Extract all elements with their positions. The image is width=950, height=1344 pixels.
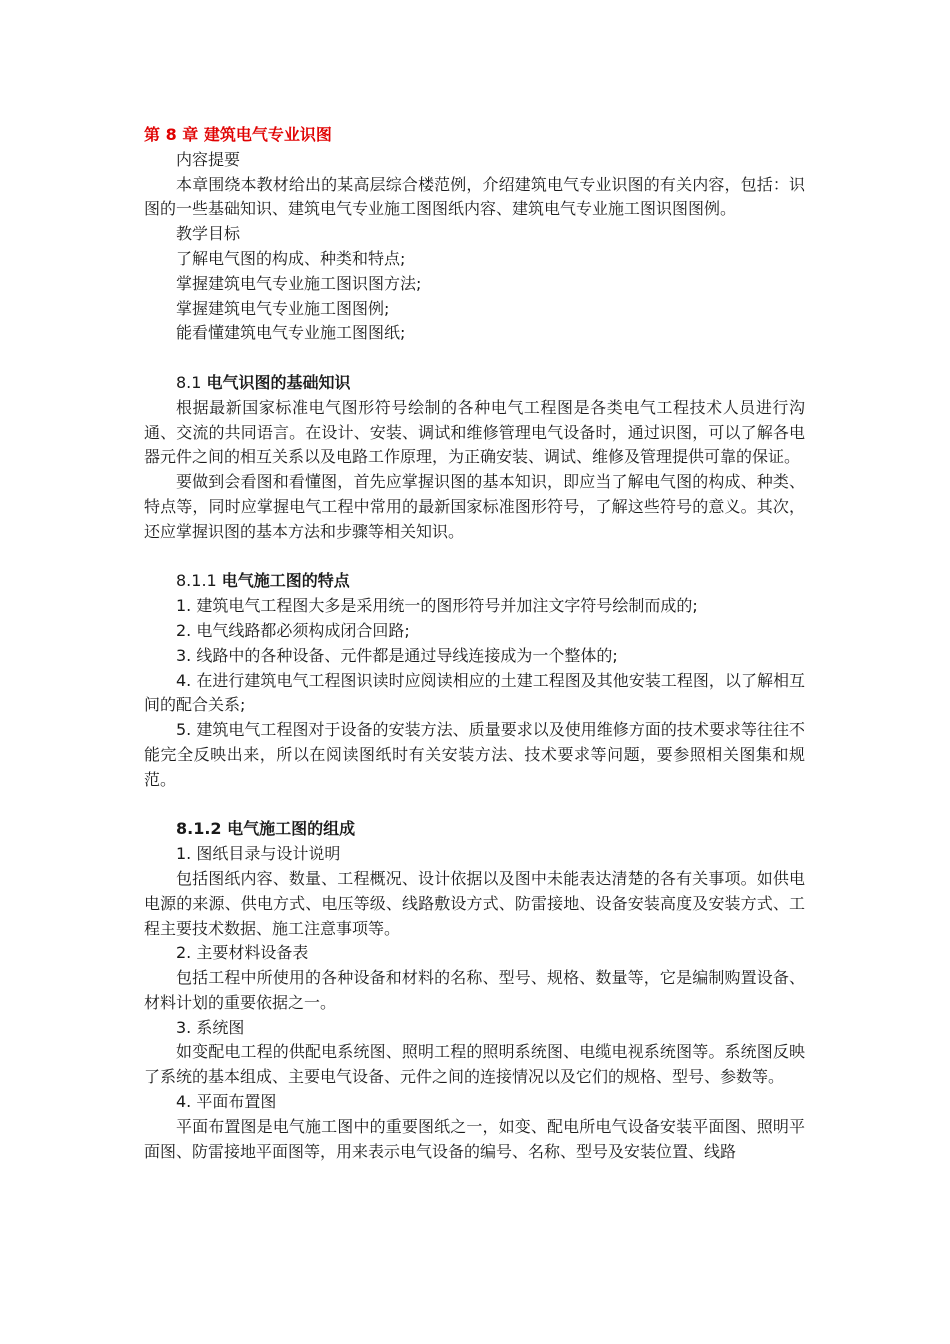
feature-item: 4. 在进行建筑电气工程图识读时应阅读相应的土建工程图及其他安装工程图，以了解相互间的配合关系; xyxy=(144,670,805,715)
section-title: 电气识图的基础知识 xyxy=(206,372,351,392)
spacer xyxy=(144,346,805,371)
section-number: 8.1 xyxy=(176,372,207,392)
section-8-1-heading xyxy=(144,371,805,396)
feature-item: 5. 建筑电气工程图对于设备的安装方法、质量要求以及使用维修方面的技术要求等往往不能完全反映出来，所以在阅读图纸时有关安装方法、技术要求等问题，要参照相关图集和规范。 xyxy=(144,720,805,789)
chapter-title: 第 8 章 建筑电气专业识图 xyxy=(144,125,332,144)
component-text: 如变配电工程的供配电系统图、照明工程的照明系统图、电缆电视系统图等。系统图反映了系统的基本组成、主要电气设备、元件之间的连接情况以及它们的规格、型号、参数等。 xyxy=(144,1042,805,1087)
feature-item: 2. 电气线路都必须构成闭合回路; xyxy=(176,620,410,640)
section-title: 电气施工图的特点 xyxy=(221,571,350,591)
component-heading: 2. 主要材料设备表 xyxy=(176,943,309,963)
section-8-1-paragraph: 根据最新国家标准电气图形符号绘制的各种电气工程图是各类电气工程技术人员进行沟通、交流的共同语言。在设计、安装、调试和维修管理电气设备时，通过识图，可以了解各电器元件之间的相互关系以及电路工作原理，为正确安装、调试、维修及管理提供可靠的保证。 xyxy=(144,397,805,467)
section-8-1-1-heading xyxy=(144,569,805,594)
goal-item: 掌握建筑电气专业施工图识图方法; xyxy=(176,273,422,293)
section-8-1-paragraph: 要做到会看图和看懂图，首先应掌握识图的基本知识，即应当了解电气图的构成、种类、特点等，同时应掌握电气工程中常用的最新国家标准图形符号，了解这些符号的意义。其次，还应掌握识图的基本方法和步骤等相关知识。 xyxy=(144,472,805,541)
goal-item: 掌握建筑电气专业施工图图例; xyxy=(176,298,390,318)
component-heading: 3. 系统图 xyxy=(176,1017,245,1037)
component-heading: 4. 平面布置图 xyxy=(176,1092,277,1112)
spacer xyxy=(144,545,805,570)
feature-item: 1. 建筑电气工程图大多是采用统一的图形符号并加注文字符号绘制而成的; xyxy=(176,596,698,616)
feature-item: 3. 线路中的各种设备、元件都是通过导线连接成为一个整体的; xyxy=(176,645,618,665)
goals-heading: 教学目标 xyxy=(176,224,241,244)
component-text: 包括图纸内容、数量、工程概况、设计依据以及图中未能表达清楚的各有关事项。如供电电源的来源、供电方式、电压等级、线路敷设方式、防雷接地、设备安装高度及安装方式、工程主要技术数据、施工注意事项等。 xyxy=(144,868,805,938)
component-text: 包括工程中所使用的各种设备和材料的名称、型号、规格、数量等，它是编制购置设备、材料计划的重要依据之一。 xyxy=(144,968,805,1012)
goal-item: 能看懂建筑电气专业施工图图纸; xyxy=(176,323,406,343)
component-heading: 1. 图纸目录与设计说明 xyxy=(176,844,341,864)
spacer xyxy=(144,793,805,818)
section-8-1-2-heading: 8.1.2 电气施工图的组成 xyxy=(176,819,356,839)
summary-heading: 内容提要 xyxy=(176,149,241,169)
summary-text: 本章围绕本教材给出的某高层综合楼范例，介绍建筑电气专业识图的有关内容，包括：识图的一些基础知识、建筑电气专业施工图图纸内容、建筑电气专业施工图识图图例。 xyxy=(144,174,805,219)
goal-item: 了解电气图的构成、种类和特点; xyxy=(176,248,406,268)
component-text: 平面布置图是电气施工图中的重要图纸之一，如变、配电所电气设备安装平面图、照明平面图、防雷接地平面图等，用来表示电气设备的编号、名称、型号及安装位置、线路 xyxy=(144,1116,805,1161)
section-number: 8.1.1 xyxy=(176,571,222,591)
